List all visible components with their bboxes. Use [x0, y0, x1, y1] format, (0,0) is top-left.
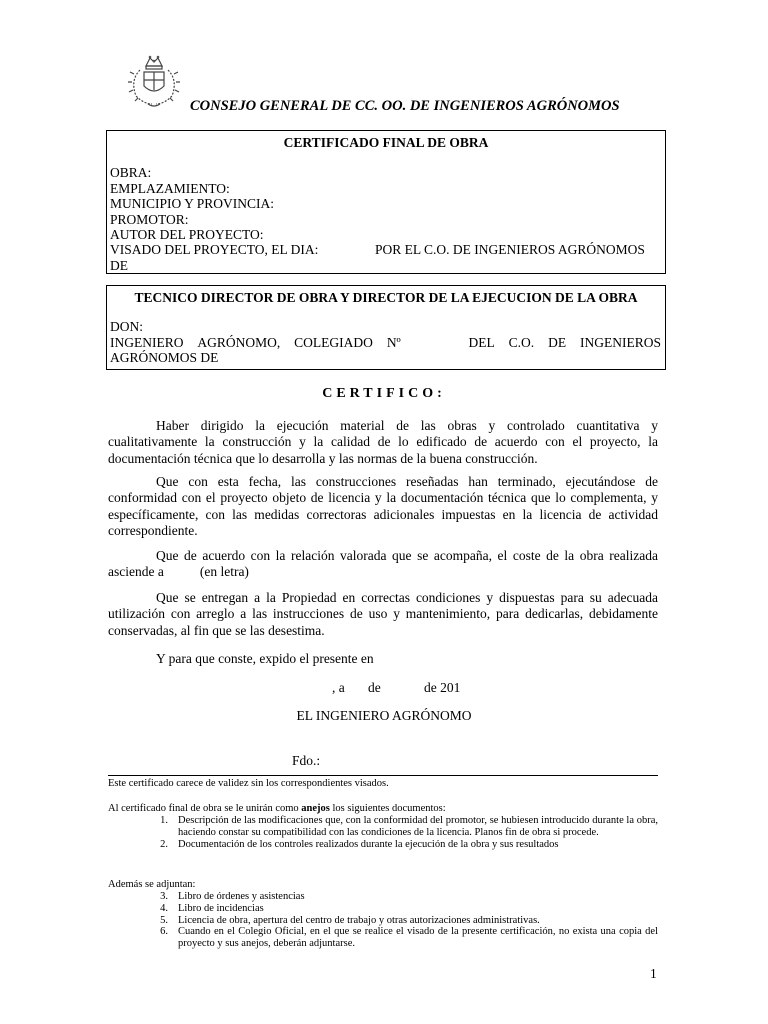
- signer-title: EL INGENIERO AGRÓNOMO: [296, 708, 472, 723]
- list-item: [108, 839, 658, 851]
- list-number: 5.: [160, 914, 168, 926]
- certificate-title: CERTIFICADO FINAL DE OBRA: [283, 135, 489, 150]
- paragraph-conformidad: Que con esta fecha, las construcciones reseñadas han terminado, ejecutándose de conformidad con el proyecto objeto de licencia y la documentación técnica que lo complementa, y específicamente, con las medidas correctoras adicionales impuestas en la licencia de actividad correspondiente.: [108, 474, 658, 538]
- list-number: 2.: [160, 838, 168, 850]
- visado-college: POR EL C.O. DE INGENIEROS AGRÓNOMOS: [375, 242, 645, 258]
- signature-line: Fdo.:: [292, 753, 321, 768]
- colegiado-word: COLEGIADO: [294, 334, 373, 350]
- coste-en-letra: (en letra): [199, 564, 249, 580]
- list-text: Descripción de las modificaciones que, con la conformidad del promotor, se hubiesen introducido durante la obra, haciendo constar su compatibilidad con las condiciones de la licencia. Planos fin de obra si procede.: [178, 815, 658, 838]
- annex-intro-after: los siguientes documentos:: [332, 803, 446, 814]
- paragraph-conste: Y para que conste, expido el presente en: [156, 651, 374, 666]
- list-item: [108, 815, 658, 839]
- page-number: 1: [650, 966, 657, 981]
- also-intro: Además se adjuntan:: [108, 879, 196, 890]
- list-item: [108, 903, 658, 915]
- colegiado-word: INGENIEROS: [579, 334, 661, 350]
- colegiado-word: INGENIERO: [110, 334, 184, 350]
- field-visado: [110, 242, 661, 257]
- annex-list: [108, 815, 658, 850]
- list-number: 4.: [160, 902, 168, 914]
- list-number: 1.: [160, 815, 168, 826]
- colegiado-word: Nº: [386, 334, 401, 350]
- coste-text: Que de acuerdo con la relación valorada que se acompaña, el coste de la obra realizada asciende a: [108, 548, 658, 580]
- list-text: Libro de incidencias: [178, 902, 264, 914]
- director-title: TECNICO DIRECTOR DE OBRA Y DIRECTOR DE LA EJECUCION DE LA OBRA: [134, 290, 638, 305]
- date-de-year: de 201: [424, 680, 461, 695]
- field-municipio: MUNICIPIO Y PROVINCIA:: [110, 196, 275, 212]
- colegiado-word: DEL: [468, 334, 495, 350]
- list-text: Documentación de los controles realizados durante la ejecución de la obra y sus resultados: [178, 838, 559, 850]
- paragraph-entrega: Que se entregan a la Propiedad en correctas condiciones y dispuestas para su adecuada utilización con arreglo a las instrucciones de uso y mantenimiento, para dedicarlas, debidamente conservadas, al fin que se las desestima.: [108, 590, 658, 638]
- visado-continuation: DE: [110, 257, 128, 273]
- colegiado-word: C.O.: [508, 334, 535, 350]
- obra-info-box: [106, 130, 666, 274]
- annex-intro-bold: anejos: [301, 803, 330, 814]
- paragraph-coste: [108, 548, 658, 581]
- date-comma-a: , a: [332, 680, 345, 695]
- crest-logo: [122, 52, 186, 112]
- colegiado-blank: [415, 335, 455, 350]
- organization-title: CONSEJO GENERAL DE CC. OO. DE INGENIEROS AGRÓNOMOS: [190, 98, 620, 114]
- colegiado-continuation: AGRÓNOMOS DE: [110, 350, 219, 366]
- field-colegiado: [110, 335, 661, 350]
- annex-intro-before: Al certificado final de obra se le unirán como: [108, 803, 299, 814]
- annex-intro: [108, 803, 446, 815]
- list-text: Cuando en el Colegio Oficial, en el que se realice el visado de la presente certificación, no exista una copia del proyecto y sus anejos, deberán adjuntarse.: [178, 926, 658, 950]
- colegiado-word: DE: [548, 334, 567, 350]
- list-item: [108, 891, 658, 903]
- validity-footnote: Este certificado carece de validez sin los correspondientes visados.: [108, 778, 389, 789]
- field-obra: OBRA:: [110, 165, 152, 181]
- also-list: [108, 891, 658, 950]
- certifico-heading: CERTIFICO:: [322, 386, 446, 401]
- list-text: Libro de órdenes y asistencias: [178, 891, 305, 902]
- list-item: [108, 915, 658, 927]
- date-de-month: de: [368, 680, 381, 695]
- field-promotor: PROMOTOR:: [110, 211, 189, 227]
- director-box: [106, 285, 666, 370]
- list-text: Licencia de obra, apertura del centro de trabajo y otras autorizaciones administrativas.: [178, 914, 540, 926]
- field-don: DON:: [110, 319, 143, 335]
- list-number: 3.: [160, 891, 168, 902]
- colegiado-word: AGRÓNOMO,: [197, 334, 281, 350]
- paragraph-ejecucion: Haber dirigido la ejecución material de las obras y controlado cuantitativa y cualitativamente la construcción y la calidad de lo edificado de acuerdo con el proyecto, la documentación técnica que lo desarrolla y las normas de la buena construcción.: [108, 418, 658, 466]
- list-number: 6.: [160, 926, 168, 938]
- visado-label: VISADO DEL PROYECTO, EL DIA:: [110, 242, 319, 258]
- footnote-divider: [108, 775, 658, 776]
- field-autor: AUTOR DEL PROYECTO:: [110, 226, 264, 242]
- field-emplazamiento: EMPLAZAMIENTO:: [110, 180, 230, 196]
- list-item: [108, 926, 658, 950]
